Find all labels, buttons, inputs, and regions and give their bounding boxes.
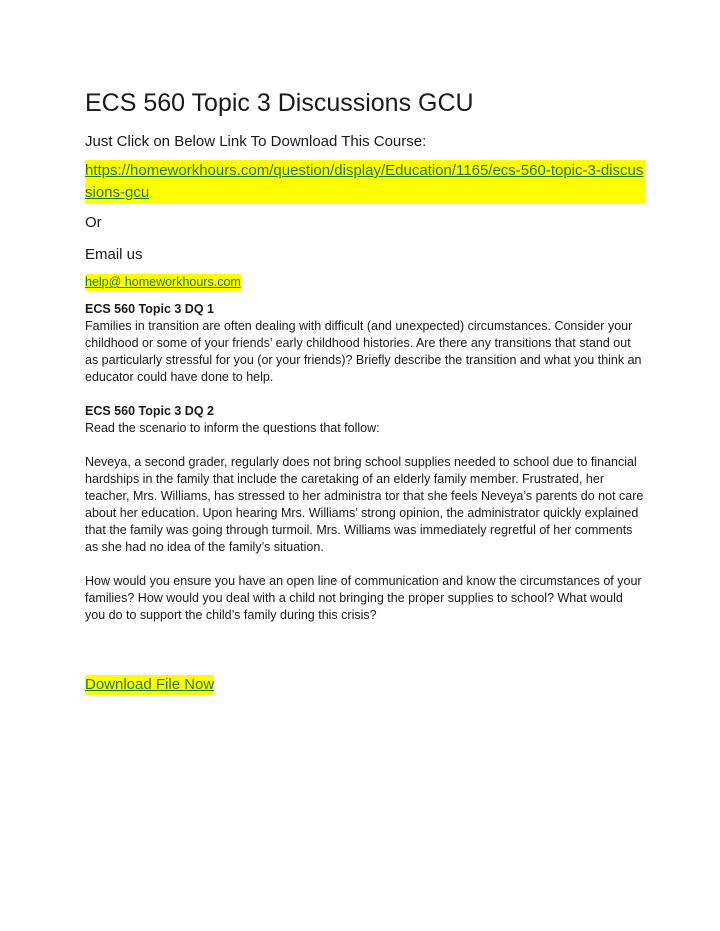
download-intro: Just Click on Below Link To Download This Course: xyxy=(85,133,427,150)
email-link[interactable]: help@ homeworkhours.com xyxy=(85,275,241,289)
dq2-scenario: Neveya, a second grader, regularly does not bring school supplies needed to school due to financial hardships in the family that include the caretaking of an elderly family member. Frustrated, her teacher, Mrs. Williams, has stressed to her administra tor that she feels Neveya’s parents do not care about her education. Upon hearing Mrs. Williams’ strong opinion, the administrator quickly explained that the family was going through turmoil. Mrs. Williams was immediately regretful of her comments as she had no idea of the family’s situation. xyxy=(85,455,644,554)
download-file-button[interactable]: Download File Now xyxy=(85,676,215,693)
or-text: Or xyxy=(85,214,102,231)
dq1-body: Families in transition are often dealing with difficult (and unexpected) circumstances. Consider your childhood or some of your friends’ early childhood histories. Are there any transitions that stand out as particularly stressful for you (or your friends)? Briefly describe the transition and what you think an educator could have done to help. xyxy=(85,319,642,384)
dq2-heading: ECS 560 Topic 3 DQ 2 xyxy=(85,404,214,418)
spacer xyxy=(85,437,645,454)
spacer xyxy=(85,556,645,573)
document-content xyxy=(85,88,645,695)
email-label: Email us xyxy=(85,246,143,263)
dq1-heading: ECS 560 Topic 3 DQ 1 xyxy=(85,302,214,316)
course-download-link[interactable]: https://homeworkhours.com/question/display/Education/1165/ecs-560-topic-3-discussions-gcu xyxy=(85,160,645,204)
dq2-questions: How would you ensure you have an open line of communication and know the circumstances of your families? How would you deal with a child not bringing the proper supplies to school? What would you do to support the child’s family during this crisis? xyxy=(85,574,642,622)
spacer xyxy=(85,624,645,675)
dq2-intro: Read the scenario to inform the questions that follow: xyxy=(85,421,380,435)
page-title: ECS 560 Topic 3 Discussions GCU xyxy=(85,89,474,117)
spacer xyxy=(85,386,645,403)
